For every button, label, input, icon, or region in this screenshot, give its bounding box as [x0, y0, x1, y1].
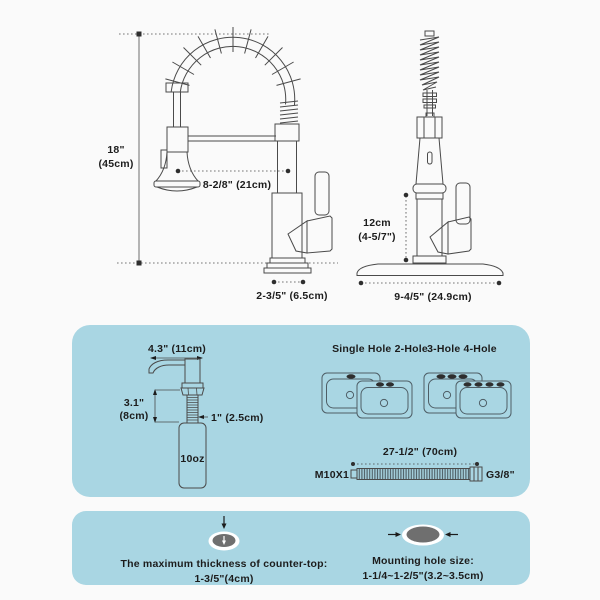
- accessories-diagrams: [72, 325, 530, 497]
- counter-thickness-value: 1-3/5"(4cm): [194, 573, 254, 585]
- wand-body: [416, 113, 443, 184]
- sink-holes-diagram: [322, 343, 511, 418]
- faucet-base: [264, 258, 311, 273]
- reach-label: 8-2/8" (21cm): [202, 179, 272, 191]
- holes-title-left: Single Hole 2-Hole: [332, 343, 428, 355]
- counter-hole-icon: [202, 515, 246, 552]
- plate-width-label: 9-4/5" (24.9cm): [394, 291, 472, 303]
- spring-arch: [165, 27, 300, 106]
- hose-length-label: 27-1/2" (70cm): [382, 446, 458, 458]
- mounting-hole-info: [334, 518, 512, 584]
- dispenser-spout-label: 4.3" (11cm): [148, 343, 206, 355]
- front-body: [417, 199, 442, 256]
- installation-panel: [72, 511, 530, 585]
- base-width-label: 2-3/5" (6.5cm): [256, 290, 328, 302]
- wand-spring: [420, 31, 439, 116]
- sink-4-hole: [456, 381, 511, 418]
- spout-tee: [275, 124, 299, 141]
- height-label-cm: (45cm): [98, 158, 134, 170]
- accessories-panel: [72, 325, 530, 497]
- hose-right-fitting-label: G3/8": [486, 469, 515, 481]
- mounting-hole-icon: [384, 518, 462, 549]
- holes-title-right: 3-Hole 4-Hole: [427, 343, 497, 355]
- hose-left-fitting-label: M10X1: [314, 469, 349, 481]
- faucet-front-diagram: [357, 31, 503, 303]
- front-height-cm: 12cm: [363, 217, 391, 229]
- counter-thickness-label: The maximum thickness of counter-top:: [120, 558, 328, 570]
- faucet-body: [272, 193, 302, 258]
- mounting-hole-value: 1-1/4~1-2/5"(3.2~3.5cm): [362, 570, 484, 582]
- front-height-in: (4-5/7"): [358, 231, 396, 243]
- spring-coil-end: [280, 101, 298, 123]
- thread-size-label: 1" (2.5cm): [211, 412, 264, 424]
- mounting-hole-label: Mounting hole size:: [372, 555, 474, 567]
- height-label-in: 18": [107, 144, 125, 156]
- soap-dispenser-diagram: [119, 343, 263, 488]
- deck-plate: [357, 264, 503, 276]
- hose-diagram: [315, 446, 515, 481]
- faucet-handle: [288, 172, 332, 253]
- bottle-capacity-label: 10oz: [180, 453, 205, 465]
- counter-thickness-info: [100, 515, 348, 587]
- faucet-side-diagram: [98, 27, 338, 302]
- sink-2-hole: [357, 381, 412, 418]
- spray-head: [154, 127, 200, 191]
- front-handle: [430, 183, 471, 254]
- dispenser-height-cm: (8cm): [119, 410, 149, 422]
- dispenser-height-in: 3.1": [123, 397, 145, 409]
